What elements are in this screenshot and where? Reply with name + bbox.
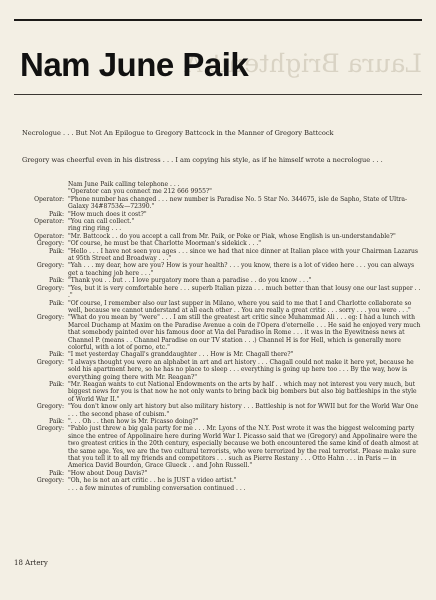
- dialogue-line: [12, 248, 422, 263]
- speaker-label: Paik:: [48, 210, 64, 218]
- intro-paragraph: Gregory was cheerful even in his distress . . . I am copying his style, as if he himself wrote a necrologue . . .: [22, 156, 383, 164]
- dialogue-text: "Oh, he is not an art critic . . he is JUST a video artist.": [68, 477, 237, 485]
- speaker-label: Operator:: [34, 218, 64, 226]
- dialogue-text: "I met yesterday Chagall's granddaughter . . . How is Mr. Chagall there?": [68, 351, 294, 359]
- speaker-label: Paik:: [48, 247, 64, 255]
- dialogue-line: [12, 403, 422, 418]
- dialogue-line: [12, 285, 422, 300]
- speaker-label: Paik:: [48, 351, 64, 359]
- dialogue-line: [12, 196, 422, 211]
- speaker-label: Paik:: [48, 277, 64, 285]
- top-rule: [14, 19, 422, 21]
- speaker-label: Gregory:: [36, 477, 64, 485]
- dialogue-text: . . . a few minutes of rumbling conversation continued . . .: [68, 484, 246, 492]
- speaker-label: Gregory:: [36, 284, 64, 292]
- dialogue-line: [12, 359, 422, 381]
- speaker-label: Gregory:: [36, 314, 64, 322]
- dialogue-line: [12, 470, 422, 477]
- speaker-label: [12, 181, 68, 188]
- article-subtitle: Necrologue . . . But Not An Epilogue to Gregory Battcock in the Manner of Gregory Battcock: [22, 129, 334, 137]
- page-number: 18: [14, 559, 23, 567]
- dialogue-line: [12, 381, 422, 403]
- dialogue-text: "You can call collect.": [68, 218, 135, 226]
- dialogue-line: [12, 211, 422, 218]
- speaker-label: Paik:: [48, 469, 64, 477]
- dialogue-text: "How much does it cost?": [68, 210, 147, 218]
- publication-name: Artery: [25, 559, 48, 567]
- dialogue-text: "Mr. Reagan wants to cut National Endowments on the arts by half . . which may not interest you very much, but biggest news for you is that now he not only wants to bring back big bombers but also big battleships in the style of World War II.": [68, 380, 417, 403]
- header-rule: [14, 94, 422, 95]
- speaker-label: Paik:: [48, 299, 64, 307]
- speaker-label: Paik:: [48, 418, 64, 425]
- dialogue-line: [12, 277, 422, 284]
- dialogue-line: [12, 351, 422, 358]
- dialogue-line: [12, 314, 422, 351]
- dialogue-text: ". . . Oh . . then how is Mr. Picasso doing?": [68, 418, 199, 425]
- dialogue-line: [12, 181, 422, 188]
- speaker-label: Gregory:: [36, 240, 64, 248]
- dialogue-line: [12, 225, 422, 232]
- dialogue-line: [12, 300, 422, 315]
- page-title: Nam June Paik: [20, 46, 249, 83]
- dialogue-text: ring ring ring . . .: [68, 225, 122, 233]
- dialogue-text: Nam June Paik calling telephone . . .: [68, 181, 180, 188]
- dialogue-text: "Pablo just threw a big gala party for me . . . Mr. Lyons of the N.Y. Post wrote it was the biggest welcoming party since the entree of Appolinaire here during World War I. Picasso said that we (Gregory) and Appolinaire were the two greatest critics in the 20th century, especially because we both encountered the same kind of death almost at the same age. Yes, we are the two cultural terrorists, who were terrorized by the real terrorist. Please make sure that you tell it to all my friends and competitors . . . such as Pierre Restany . . . Otto Hahn . . . in Paris — in America David Bourdon, Grace Glueck . . and John Russell.": [68, 425, 419, 470]
- dialogue-text: "I always thought you were an alphabet in art and art history . . . Chagall could not make it here yet, because he sold his apartment here, so he has no place to sleep . . . everything is going up here too . . . By the way, how is everything going there with Mr. Reagan?": [68, 358, 414, 381]
- dialogue-line: [12, 188, 422, 195]
- ghost-show-through-text: Laura Brightenit A: [184, 49, 422, 78]
- speaker-label: [12, 188, 68, 195]
- speaker-label: [12, 225, 68, 232]
- speaker-label: Gregory:: [36, 403, 64, 411]
- speaker-label: Gregory:: [36, 262, 64, 270]
- speaker-label: Gregory:: [36, 358, 64, 366]
- dialogue-line: [12, 485, 422, 492]
- speaker-label: [12, 485, 68, 492]
- dialogue-text: "Of course, I remember also our last supper in Milano, where you said to me that I and Charlotte collaborate so well, because we cannot understand at all each other . . You are really a great critic . . . sorry . . . you were . . .": [68, 299, 412, 314]
- dialogue-text: "What do you mean by "were" . . . I am still the greatest art critic since Muhammad Ali . . . eg: I had a lunch with Marcel Duchamp at Maxim on the Paradise Avenue a coin de l'Opera d'eternelle . . . He said he enjoyed very much that somebody painted over his famous door at Via del Paradiso in Rome . . . it was in the Eyewitness news at Channel P. (means . . Channel Paradise on our TV station . . .) Channel H is for Hell, which is generally more colorful, with a lot of porno, etc.": [68, 314, 421, 351]
- dialogue-line: [12, 418, 422, 425]
- dialogue-line: [12, 425, 422, 469]
- dialogue-line: [12, 240, 422, 247]
- dialogue-line: [12, 262, 422, 277]
- dialogue-text: "Thank you . . but . . I love purgatory more than a paradise . . do you know . . .": [68, 277, 312, 285]
- speaker-label: Operator:: [34, 195, 64, 203]
- page-footer: [14, 559, 48, 567]
- dialogue-text: "Yes, but it is very comfortable here . . . superb Italian pizza . . . much better than that lousy one our last supper . . .": [68, 284, 421, 300]
- speaker-label: Paik:: [48, 380, 64, 388]
- dialogue-text: "Of course, he must be that Charlotte Moorman's sidekick . . .": [68, 240, 262, 248]
- dialogue-text: "Yah . . . my dear, how are you? How is your health? . . . you know, there is a lot of video here . . . you can always get a teaching job here . . .": [68, 262, 415, 277]
- dialogue-line: [12, 477, 422, 484]
- dialogue-line: [12, 218, 422, 225]
- dialogue-text: "How about Doug Davis?": [68, 469, 148, 477]
- dialogue-text: "Phone number has changed . . . new number is Paradise No. 5 Star No. 344675, isle de Sapho, State of Ultra-Galaxy 34#8753&—72390.": [68, 195, 408, 211]
- speaker-label: Gregory:: [36, 425, 64, 433]
- dialogue-line: [12, 233, 422, 240]
- dialogue-text: "Mr. Battcock . . do you accept a call from Mr. Paik, or Poke or Piak, whose English is un-understandable?": [68, 232, 396, 240]
- speaker-label: Operator:: [34, 232, 64, 240]
- dialogue-text: "You don't know only art history but also military history . . . Battleship is not for WWII but for the World War One . . . the second phase of cubism.": [68, 403, 419, 418]
- dialogue-text: "Operator can you connect me 212 666 9955?": [68, 188, 212, 196]
- dialogue-body: [12, 181, 422, 492]
- dialogue-text: "Hello . . . I have not seen you ages . . . since we had that nice dinner at Italian place with your Chairman Lazarus at 95th Street and Broadway . . .": [68, 247, 419, 263]
